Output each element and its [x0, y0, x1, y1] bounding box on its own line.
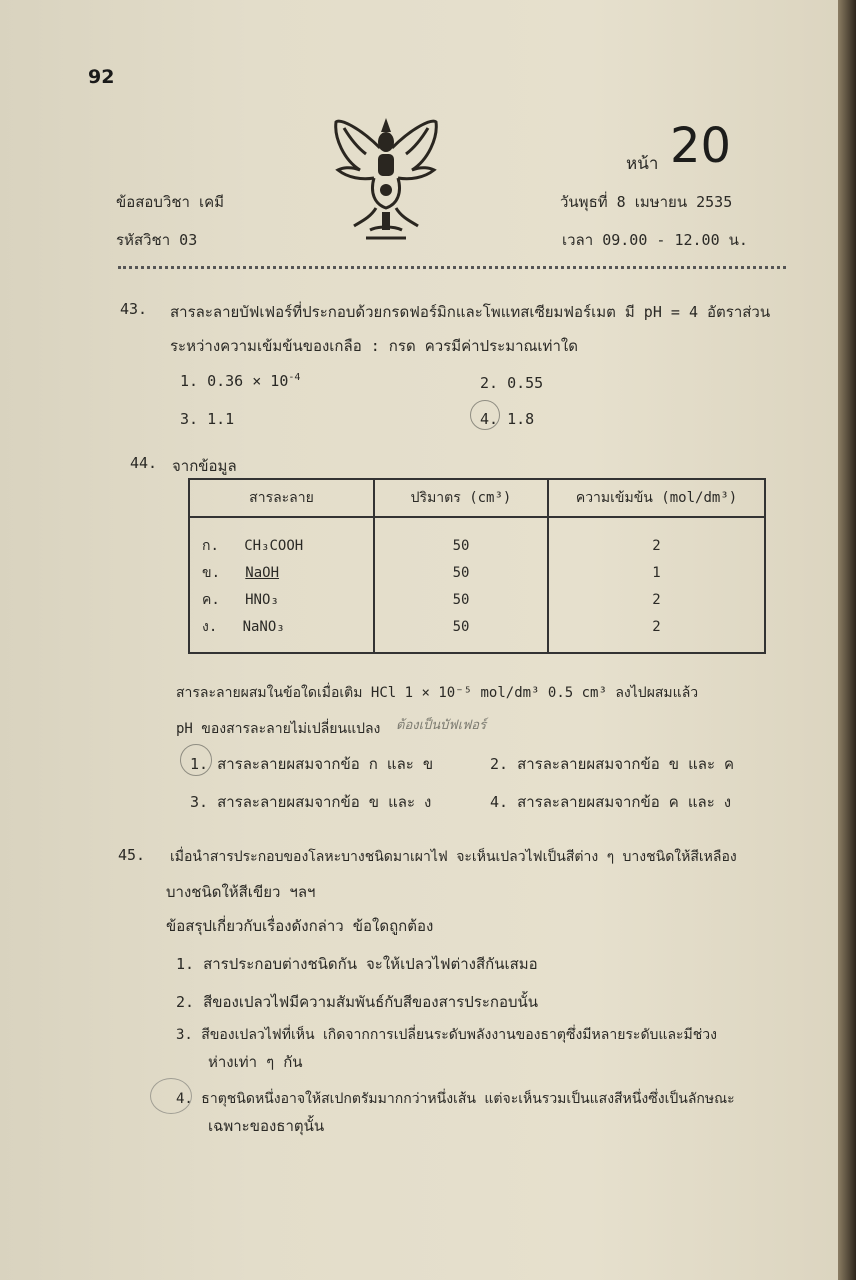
q44-choice-2: 2. สารละลายผสมจากข้อ ข และ ค	[490, 755, 735, 773]
table-row: ง. NaNO₃ 50 2	[189, 613, 765, 640]
table-header: สารละลาย	[189, 479, 374, 517]
page-label: หน้า	[626, 154, 659, 174]
q45-choice-4-cont: เฉพาะของธาตุนั้น	[208, 1117, 325, 1135]
page-number: 92	[88, 66, 115, 88]
q43-choice-3: 3. 1.1	[180, 410, 235, 428]
q43-choice-2: 2. 0.55	[480, 374, 544, 392]
q45-choice-1: 1. สารประกอบต่างชนิดกัน จะให้เปลวไฟต่างสีกันเสมอ	[176, 955, 538, 973]
handwritten-note: ต้องเป็นบัฟเฟอร์	[396, 718, 487, 733]
subject-code: รหัสวิชา 03	[116, 231, 198, 249]
q45-line3: ข้อสรุปเกี่ยวกับเรื่องดังกล่าว ข้อใดถูกต้อง	[166, 917, 434, 935]
q45-line2: บางชนิดให้สีเขียว ฯลฯ	[166, 883, 316, 901]
divider	[118, 266, 786, 269]
table-header: ปริมาตร (cm³)	[374, 479, 548, 517]
q43-number: 43.	[120, 300, 148, 318]
exam-time: เวลา 09.00 - 12.00 น.	[562, 231, 748, 249]
answer-mark	[150, 1078, 192, 1114]
q45-choice-3-cont: ห่างเท่า ๆ กัน	[208, 1053, 303, 1071]
q45-choice-2: 2. สีของเปลวไฟมีความสัมพันธ์กับสีของสารประกอบนั้น	[176, 993, 538, 1011]
book-spine	[838, 0, 856, 1280]
q44-line1: สารละลายผสมในข้อใดเมื่อเติม HCl 1 × 10⁻⁵ mol/dm³ 0.5 cm³ ลงไปผสมแล้ว	[176, 685, 699, 701]
q44-choice-3: 3. สารละลายผสมจากข้อ ข และ ง	[190, 793, 432, 811]
solution-table	[188, 478, 766, 654]
table-header: ความเข้มข้น (mol/dm³)	[548, 479, 765, 517]
answer-mark	[180, 744, 212, 776]
exam-date: วันพุธที่ 8 เมษายน 2535	[560, 193, 733, 211]
subject: ข้อสอบวิชา เคมี	[116, 193, 225, 211]
q45-line1: เมื่อนำสารประกอบของโลหะบางชนิดมาเผาไฟ จะเห็นเปลวไฟเป็นสีต่าง ๆ บางชนิดให้สีเหลือง	[170, 849, 737, 865]
table-row: ข. NaOH 50 1	[189, 559, 765, 586]
q43-line1: สารละลายบัฟเฟอร์ที่ประกอบด้วยกรดฟอร์มิกและโพแทสเซียมฟอร์เมต มี pH = 4 อัตราส่วน	[170, 303, 771, 321]
q43-choice-4: 4. 1.8	[480, 410, 535, 428]
page-big-number: 20	[670, 118, 732, 174]
q44-number: 44.	[130, 454, 158, 472]
table-header-row	[189, 479, 765, 517]
garuda-emblem-icon	[330, 108, 442, 246]
table-row: ก. CH₃COOH 50 2	[189, 532, 765, 559]
q44-choice-4: 4. สารละลายผสมจากข้อ ค และ ง	[490, 793, 732, 811]
q44-line2: pH ของสารละลายไม่เปลี่ยนแปลง	[176, 721, 381, 737]
answer-mark	[470, 400, 500, 430]
q44-intro: จากข้อมูล	[172, 457, 237, 475]
q43-choice-1: 1. $0.36 \times 10^{-4}$	[180, 372, 301, 390]
q45-choice-4: 4. ธาตุชนิดหนึ่งอาจให้สเปกตรัมมากกว่าหนึ่งเส้น แต่จะเห็นรวมเป็นแสงสีหนึ่งซึ่งเป็นลักษณะ	[176, 1091, 735, 1107]
q43-line2: ระหว่างความเข้มข้นของเกลือ : กรด ควรมีค่าประมาณเท่าใด	[170, 337, 578, 355]
q45-number: 45.	[118, 846, 146, 864]
q45-choice-3: 3. สีของเปลวไฟที่เห็น เกิดจากการเปลี่ยนระดับพลังงานของธาตุซึ่งมีหลายระดับและมีช่วง	[176, 1027, 717, 1043]
table-row: ค. HNO₃ 50 2	[189, 586, 765, 613]
q44-choice-1: 1. สารละลายผสมจากข้อ ก และ ข	[190, 755, 434, 773]
